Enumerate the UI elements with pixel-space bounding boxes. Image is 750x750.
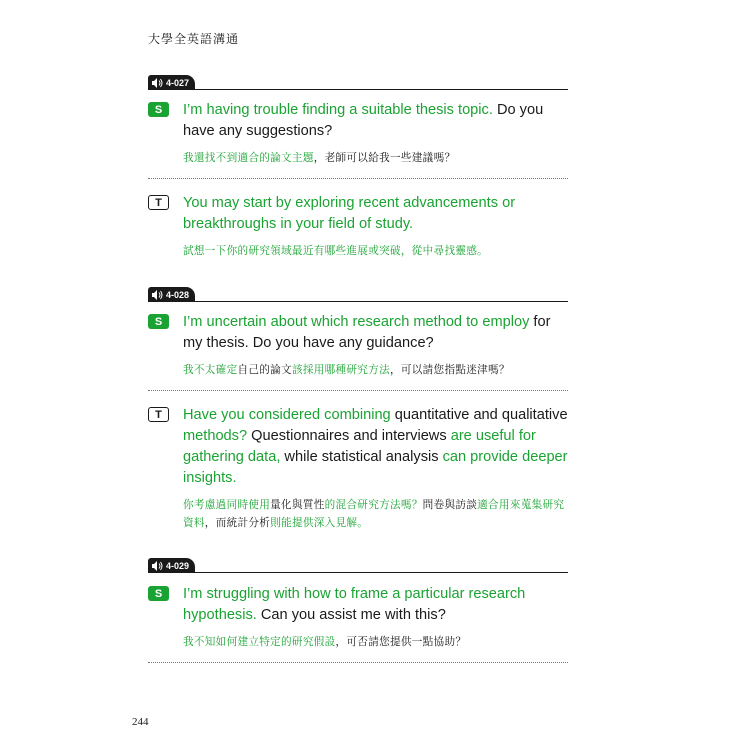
track-rule <box>148 572 568 573</box>
english-segment: can provide deeper insights. <box>183 449 568 486</box>
english-line <box>183 100 573 142</box>
english-line <box>183 193 573 235</box>
chinese-segment: 我還找不到適合的論文主題 <box>183 152 314 164</box>
english-segment: while statistical analysis <box>280 449 443 465</box>
speaker-badge-student: S <box>148 102 169 117</box>
chinese-segment: 自己的論文 <box>237 364 292 376</box>
chinese-segment: 我不知如何建立特定的研究假設 <box>183 636 336 648</box>
chinese-segment: 則能提供深入見解。 <box>270 517 369 529</box>
audio-track-pill[interactable] <box>148 558 195 573</box>
dialogue-entry <box>148 584 573 651</box>
dialogue-entry <box>148 312 573 379</box>
chinese-segment: 適合用來蒐集研究資料 <box>183 499 565 529</box>
track-number: 4-027 <box>166 77 190 88</box>
chinese-translation <box>183 149 573 167</box>
english-line <box>183 405 573 489</box>
chinese-segment: 量化與質性 <box>270 499 325 511</box>
audio-track-marker[interactable] <box>148 75 568 91</box>
speaker-badge-student: S <box>148 314 169 329</box>
speaker-icon <box>152 290 163 300</box>
english-segment: are useful for gathering data, <box>183 428 536 465</box>
dotted-divider <box>148 390 568 391</box>
english-segment: I’m having trouble finding a suitable thesis topic. <box>183 102 493 118</box>
chinese-translation <box>183 633 573 651</box>
english-line <box>183 312 573 354</box>
chinese-segment: 該採用哪種研究方法 <box>291 364 390 376</box>
chinese-segment: ，老師可以給我一些建議嗎？ <box>313 152 456 164</box>
page-number: 244 <box>132 716 149 728</box>
running-header: 大學全英語溝通 <box>148 32 240 46</box>
audio-track-marker[interactable] <box>148 287 568 303</box>
english-segment: quantitative and qualitative <box>390 407 568 423</box>
dotted-divider <box>148 178 568 179</box>
speaker-badge-teacher: T <box>148 407 169 422</box>
english-segment: I’m struggling with how to frame a particular research hypothesis. <box>183 586 526 623</box>
chinese-segment: 問卷與訪談 <box>422 499 478 511</box>
chinese-segment: ，可否請您提供一點協助？ <box>335 636 467 648</box>
chinese-translation <box>183 361 573 379</box>
chinese-translation <box>183 496 573 532</box>
chinese-translation <box>183 242 573 260</box>
track-rule <box>148 301 568 302</box>
english-line <box>183 584 573 626</box>
speaker-icon <box>152 561 163 571</box>
track-number: 4-029 <box>166 560 190 571</box>
chinese-segment: 我不太確定 <box>183 364 238 376</box>
dialogue-entry <box>148 193 573 260</box>
english-segment: Can you assist me with this? <box>256 607 446 623</box>
audio-track-marker[interactable] <box>148 558 568 574</box>
speaker-badge-teacher: T <box>148 195 169 210</box>
english-segment: for my thesis. Do you have any guidance? <box>183 314 551 351</box>
chinese-segment: 你考慮過同時使用 <box>183 499 271 511</box>
chinese-segment: 的混合研究方法嗎？ <box>324 499 423 511</box>
dialogue-entry <box>148 405 573 532</box>
dialogue-entry <box>148 100 573 167</box>
chinese-segment: ，可以請您指點迷津嗎？ <box>389 364 510 376</box>
track-number: 4-028 <box>166 289 190 300</box>
english-segment: Do you have any suggestions? <box>183 102 544 139</box>
chinese-segment: 試想一下你的研究領域最近有哪些進展或突破，從中尋找靈感。 <box>183 245 489 257</box>
english-segment: Questionnaires and interviews <box>247 428 451 444</box>
track-rule <box>148 89 568 90</box>
english-segment: I’m uncertain about which research method to employ <box>183 314 530 330</box>
english-segment: You may start by exploring recent advancements or breakthroughs in your field of study. <box>183 195 516 232</box>
dotted-divider <box>148 662 568 663</box>
chinese-segment: ，而統計分析 <box>204 517 271 529</box>
speaker-badge-student: S <box>148 586 169 601</box>
speaker-icon <box>152 78 163 88</box>
audio-track-pill[interactable] <box>148 75 195 90</box>
english-segment: Have you considered combining <box>183 407 391 423</box>
audio-track-pill[interactable] <box>148 287 195 302</box>
english-segment: methods? <box>183 428 248 444</box>
